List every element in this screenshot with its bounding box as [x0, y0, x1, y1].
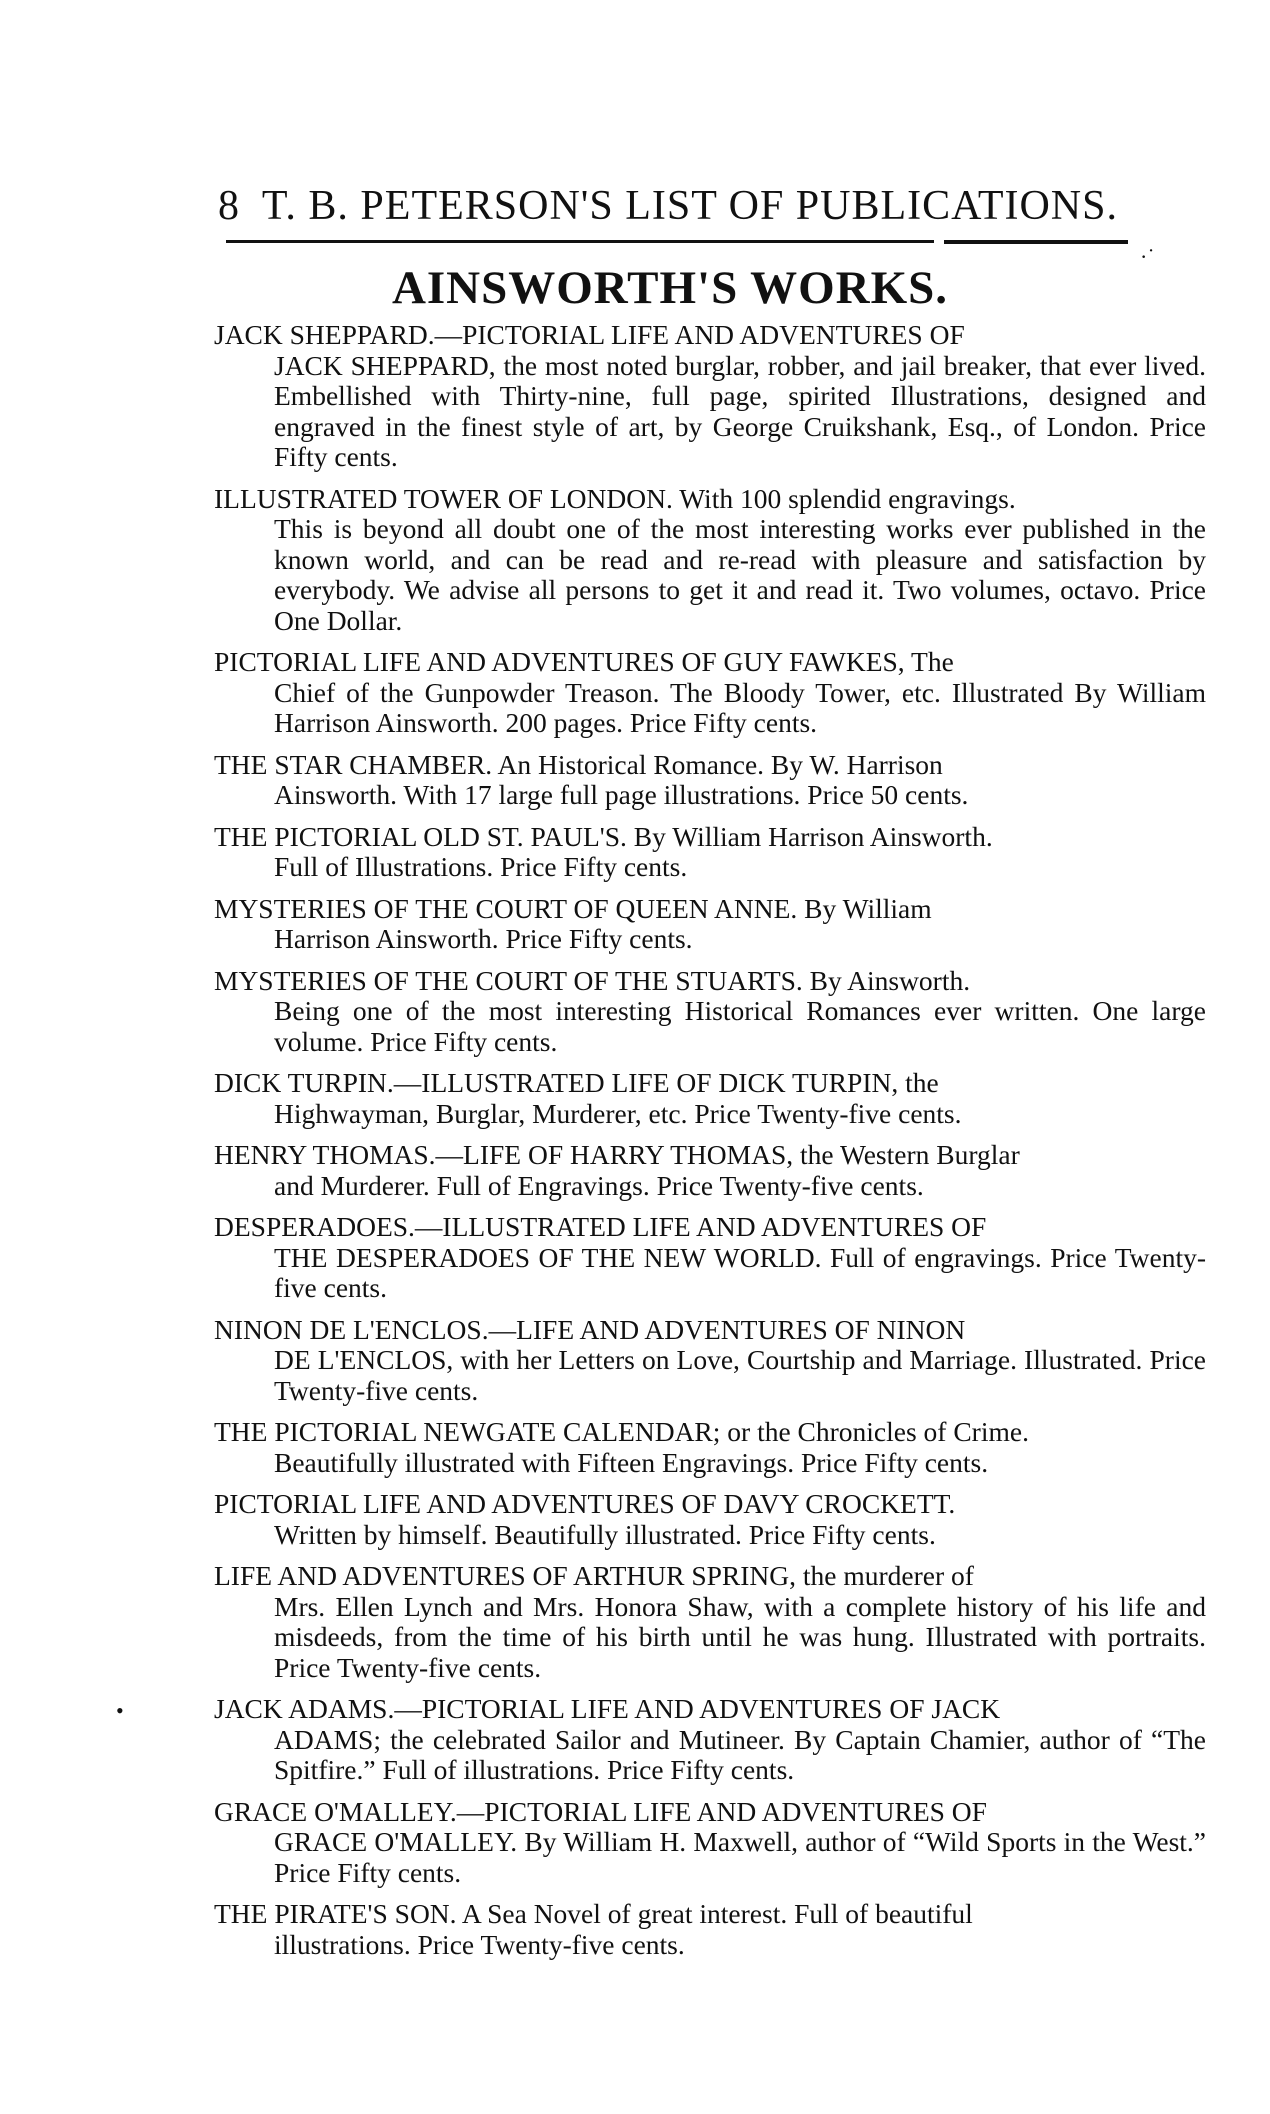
- entry-body: ADAMS; the celebrated Sailor and Mutineer. By Captain Chamier, author of “The Spitfire.” Full of illustrations. Price Fifty cents.: [274, 1723, 1206, 1785]
- list-item: [214, 484, 1206, 637]
- entry-body: and Murderer. Full of Engravings. Price Twenty-five cents.: [274, 1169, 924, 1201]
- entry-body: illustrations. Price Twenty-five cents.: [274, 1928, 685, 1960]
- list-item: [214, 1140, 1206, 1201]
- margin-dot: •: [116, 1698, 124, 1723]
- entry-list: [214, 320, 1206, 1971]
- entry-first-line: DICK TURPIN.—ILLUSTRATED LIFE OF DICK TURPIN, the: [214, 1067, 939, 1098]
- entry-body: THE DESPERADOES OF THE NEW WORLD. Full of engravings. Price Twenty-five cents.: [274, 1241, 1206, 1303]
- list-item: [214, 1315, 1206, 1407]
- header-rule: [226, 240, 934, 243]
- list-item: [214, 1212, 1206, 1304]
- corner-ornament: ·˙: [1140, 244, 1155, 269]
- header-rule-right: [944, 240, 1128, 244]
- entry-first-line: ILLUSTRATED TOWER OF LONDON. With 100 splendid engravings.: [214, 482, 1016, 514]
- entry-first-line: THE STAR CHAMBER. An Historical Romance. By W. Harrison: [214, 748, 943, 780]
- entry-body: Full of Illustrations. Price Fifty cents.: [274, 851, 688, 882]
- entry-first-line: MYSTERIES OF THE COURT OF THE STUARTS. By Ainsworth.: [214, 964, 971, 996]
- entry-first-line: LIFE AND ADVENTURES OF ARTHUR SPRING, the murderer of: [214, 1560, 974, 1591]
- entry-body: DE L'ENCLOS, with her Letters on Love, Courtship and Marriage. Illustrated. Price Twenty-five cents.: [274, 1344, 1206, 1406]
- list-item: [214, 320, 1206, 473]
- entry-body: Chief of the Gunpowder Treason. The Bloody Tower, etc. Illustrated By William Harrison Ainsworth. 200 pages. Price Fifty cents.: [274, 676, 1206, 738]
- entry-body: JACK SHEPPARD, the most noted burglar, robber, and jail breaker, that ever lived. Embellished with Thirty-nine, full page, spirited Illustrations, designed and engraved in the finest style of art, by George Cruikshank, Esq., of London. Price Fifty cents.: [274, 349, 1206, 472]
- entry-first-line: THE PICTORIAL OLD ST. PAUL'S. By William Harrison Ainsworth.: [214, 820, 993, 852]
- entry-first-line: GRACE O'MALLEY.—PICTORIAL LIFE AND ADVENTURES OF: [214, 1795, 987, 1827]
- list-item: [214, 1489, 1206, 1550]
- entry-body: Written by himself. Beautifully illustrated. Price Fifty cents.: [274, 1518, 936, 1550]
- list-item: [214, 1797, 1206, 1889]
- list-item: [214, 894, 1206, 955]
- list-item: [214, 750, 1206, 811]
- entry-body: Highwayman, Burglar, Murderer, etc. Price Twenty-five cents.: [274, 1097, 962, 1129]
- list-item: [214, 1068, 1206, 1129]
- entry-first-line: PICTORIAL LIFE AND ADVENTURES OF GUY FAWKES, The: [214, 646, 954, 677]
- list-item: [214, 966, 1206, 1058]
- entry-body: This is beyond all doubt one of the most interesting works ever published in the known world, and can be read and re-read with pleasure and satisfaction by everybody. We advise all persons to get it and read it. Two volumes, octavo. Price One Dollar.: [274, 513, 1206, 636]
- entry-first-line: JACK SHEPPARD.—PICTORIAL LIFE AND ADVENTURES OF: [214, 319, 965, 350]
- entry-body: Harrison Ainsworth. Price Fifty cents.: [274, 923, 693, 954]
- entry-first-line: HENRY THOMAS.—LIFE OF HARRY THOMAS, the Western Burglar: [214, 1139, 1020, 1170]
- running-title: T. B. PETERSON'S LIST OF PUBLICATIONS.: [261, 183, 1118, 229]
- list-item: [214, 1561, 1206, 1683]
- page-header: [218, 178, 1118, 234]
- entry-first-line: THE PICTORIAL NEWGATE CALENDAR; or the Chronicles of Crime.: [214, 1416, 1029, 1447]
- list-item: [214, 1417, 1206, 1478]
- entry-first-line: NINON DE L'ENCLOS.—LIFE AND ADVENTURES OF NINON: [214, 1313, 966, 1345]
- entry-body: Beautifully illustrated with Fifteen Engravings. Price Fifty cents.: [274, 1446, 989, 1478]
- entry-first-line: THE PIRATE'S SON. A Sea Novel of great interest. Full of beautiful: [214, 1898, 973, 1929]
- entry-first-line: MYSTERIES OF THE COURT OF QUEEN ANNE. By William: [214, 892, 932, 924]
- entry-body: Ainsworth. With 17 large full page illustrations. Price 50 cents.: [274, 779, 969, 810]
- list-item: [214, 1899, 1206, 1960]
- list-item: [214, 1694, 1206, 1786]
- entry-first-line: JACK ADAMS.—PICTORIAL LIFE AND ADVENTURES OF JACK: [214, 1693, 1001, 1724]
- entry-first-line: DESPERADOES.—ILLUSTRATED LIFE AND ADVENTURES OF: [214, 1211, 987, 1242]
- entry-body: Being one of the most interesting Historical Romances ever written. One large volume. Price Fifty cents.: [274, 995, 1206, 1057]
- list-item: [214, 647, 1206, 739]
- list-item: [214, 822, 1206, 883]
- section-title: AINSWORTH'S WORKS.: [391, 262, 949, 314]
- entry-body: GRACE O'MALLEY. By William H. Maxwell, author of “Wild Sports in the West.” Price Fifty cents.: [274, 1826, 1206, 1888]
- entry-body: Mrs. Ellen Lynch and Mrs. Honora Shaw, with a complete history of his life and misdeeds, from the time of his birth until he was hung. Illustrated with portraits. Price Twenty-five cents.: [274, 1590, 1206, 1683]
- page-number: 8: [218, 183, 240, 229]
- entry-first-line: PICTORIAL LIFE AND ADVENTURES OF DAVY CROCKETT.: [214, 1488, 956, 1519]
